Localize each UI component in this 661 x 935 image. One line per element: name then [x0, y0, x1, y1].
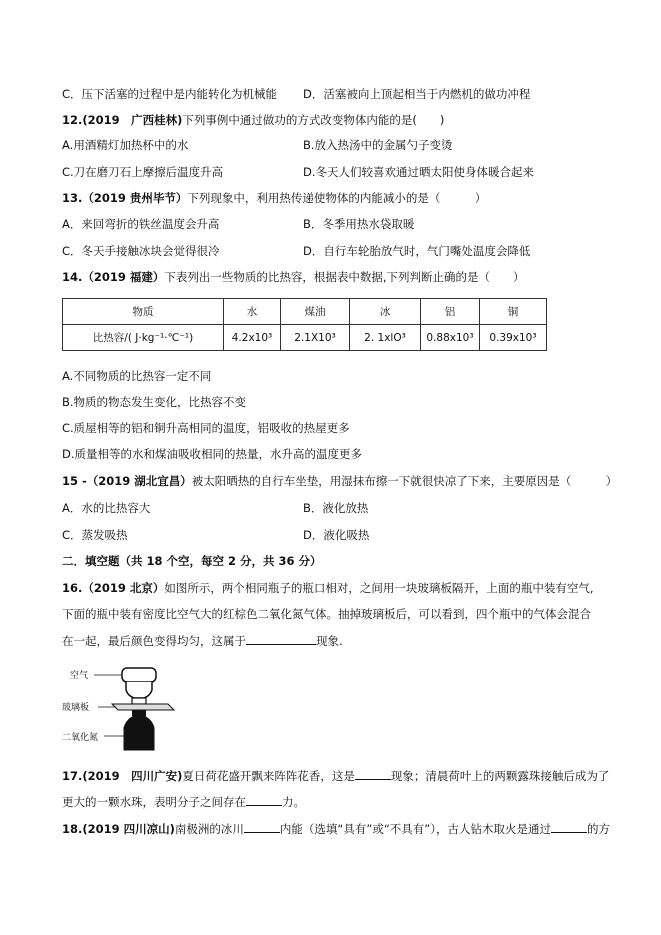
q16-source: 16.（2019 北京） [62, 581, 165, 595]
q18-text-1c: 的方 [587, 822, 610, 836]
q17-answer-blank-2[interactable] [246, 793, 282, 806]
q15-option-b: B．液化放热 [303, 501, 369, 515]
q11-option-c: C．压下活塞的过程中是内能转化为机械能 [62, 87, 278, 101]
figure-label-nitrogen-dioxide: 二氧化氮 [62, 733, 99, 743]
q18-text-1b: 内能（选填“具有”或“不具有”），古人钻木取火是通过 [279, 822, 551, 836]
q12-option-a: A.用酒精灯加热杯中的水 [62, 138, 189, 152]
q16-text-1: 如图所示，两个相同瓶子的瓶口相对，之间用一块玻璃板隔开，上面的瓶中装有空气, [164, 581, 594, 595]
table-header-cell: 冰 [350, 299, 421, 325]
q14-option-a: A.不同物质的比热容一定不同 [62, 369, 212, 383]
q13-option-a: A．来回弯折的铁丝温度会升高 [62, 217, 220, 231]
q15-source: 15 -（2019 湖北宜昌） [62, 474, 192, 488]
figure-label-glass-plate: 玻璃板 [62, 703, 90, 713]
q14-option-b: B.物质的物态发生变化，比热容不变 [62, 395, 247, 409]
q13-option-c: C．冬天手接触冰块会觉得很冷 [62, 244, 220, 258]
q16-line-2: 下面的瓶中装有密度比空气大的红棕色二氧化氮气体。抽掉玻璃板后，可以看到，四个瓶中的气体会混合 [62, 607, 591, 621]
specific-heat-table [62, 298, 547, 351]
q17-text-2a: 更大的一颗水珠，表明分子之间存在 [62, 795, 246, 809]
q15-stem: 被太阳晒热的自行车坐垫，用湿抹布擦一下就很快凉了下来，主要原因是（ ） [191, 474, 618, 488]
figure-label-air: 空气 [70, 671, 89, 681]
q17-line-2 [62, 793, 305, 810]
q17-answer-blank-1[interactable] [355, 767, 391, 780]
q17-line-1 [62, 767, 609, 784]
q14-question [62, 269, 525, 285]
q14-option-d: D.质量相等的水和煤油吸收相同的热量，水升高的温度更多 [62, 447, 363, 461]
q18-answer-blank-1[interactable] [244, 820, 280, 833]
table-cell: 2.1X10³ [281, 325, 350, 351]
q12-source: 12.(2019 广西桂林) [62, 113, 183, 127]
q13-stem: 下列现象中，利用热传递使物体的内能减小的是（ ） [187, 191, 487, 205]
table-header-cell: 铝 [421, 299, 480, 325]
q18-text-1a: 南极洲的冰川 [174, 822, 244, 836]
q17-text-2b: 力。 [282, 795, 305, 809]
q16-line-1 [62, 580, 594, 596]
q18-line-1 [62, 820, 610, 837]
table-row [63, 325, 547, 351]
q13-option-d: D．自行车轮胎放气时，气门嘴处温度会降低 [303, 244, 531, 258]
q18-answer-blank-2[interactable] [551, 820, 587, 833]
q13-option-b: B．冬季用热水袋取暖 [303, 217, 415, 231]
q12-option-d: D.冬天人们较喜欢通过晒太阳使身体暖合起来 [303, 165, 535, 179]
table-cell: 4.2x10³ [224, 325, 281, 351]
q13-source: 13.（2019 贵州毕节） [62, 191, 188, 205]
q15-option-a: A．水的比热容大 [62, 501, 151, 515]
q18-source: 18.(2019 四川凉山) [62, 822, 175, 836]
gas-diffusion-figure [62, 660, 190, 760]
q15-option-d: D．液化吸热 [303, 528, 370, 542]
table-header-cell: 铜 [480, 299, 547, 325]
q17-text-1a: 夏日荷花盛开飘来阵阵花香，这是 [182, 769, 355, 783]
table-cell: 2. 1xlO³ [350, 325, 421, 351]
q16-line-3 [62, 632, 343, 649]
q12-question [62, 112, 444, 128]
table-cell: 0.88x10³ [421, 325, 480, 351]
table-cell: 0.39x10³ [480, 325, 547, 351]
q12-option-b: B.放入热汤中的金属勺子变烫 [303, 138, 453, 152]
table-header-row [63, 299, 547, 325]
q15-question [62, 473, 617, 489]
table-header-cell: 水 [224, 299, 281, 325]
q12-option-c: C.刀在磨刀石上摩擦后温度升高 [62, 165, 224, 179]
table-row-label: 比热容/( J·kg⁻¹·℃⁻¹) [63, 325, 224, 351]
q11-option-d: D．活塞被向上顶起相当于内燃机的做功冲程 [303, 87, 531, 101]
q17-text-1b: 现象；清晨荷叶上的两颗露珠接触后成为了 [390, 769, 610, 783]
q14-source: 14.（2019 福建） [62, 270, 165, 284]
q16-text-3b: 现象. [316, 634, 343, 648]
section-heading: 二．填空题（共 18 个空，每空 2 分，共 36 分） [62, 554, 322, 568]
table-header-cell: 煤油 [281, 299, 350, 325]
q16-text-3a: 在一起，最后颜色变得均匀，这属于 [62, 634, 246, 648]
q16-answer-blank[interactable] [246, 632, 316, 645]
q15-option-c: C．蒸发吸热 [62, 528, 128, 542]
q13-question [62, 190, 486, 206]
q14-stem: 下表列出一些物质的比热容，根据表中数据,下列判断止确的是（ ） [164, 270, 525, 284]
q14-option-c: C.质屋相等的铝和铜升高相同的温度，铝吸收的热屋更多 [62, 421, 350, 435]
q17-source: 17.(2019 四川广安) [62, 769, 183, 783]
table-header-cell: 物质 [63, 299, 224, 325]
q12-stem: 下列事例中通过做功的方式改变物体内能的是( ) [182, 113, 445, 127]
